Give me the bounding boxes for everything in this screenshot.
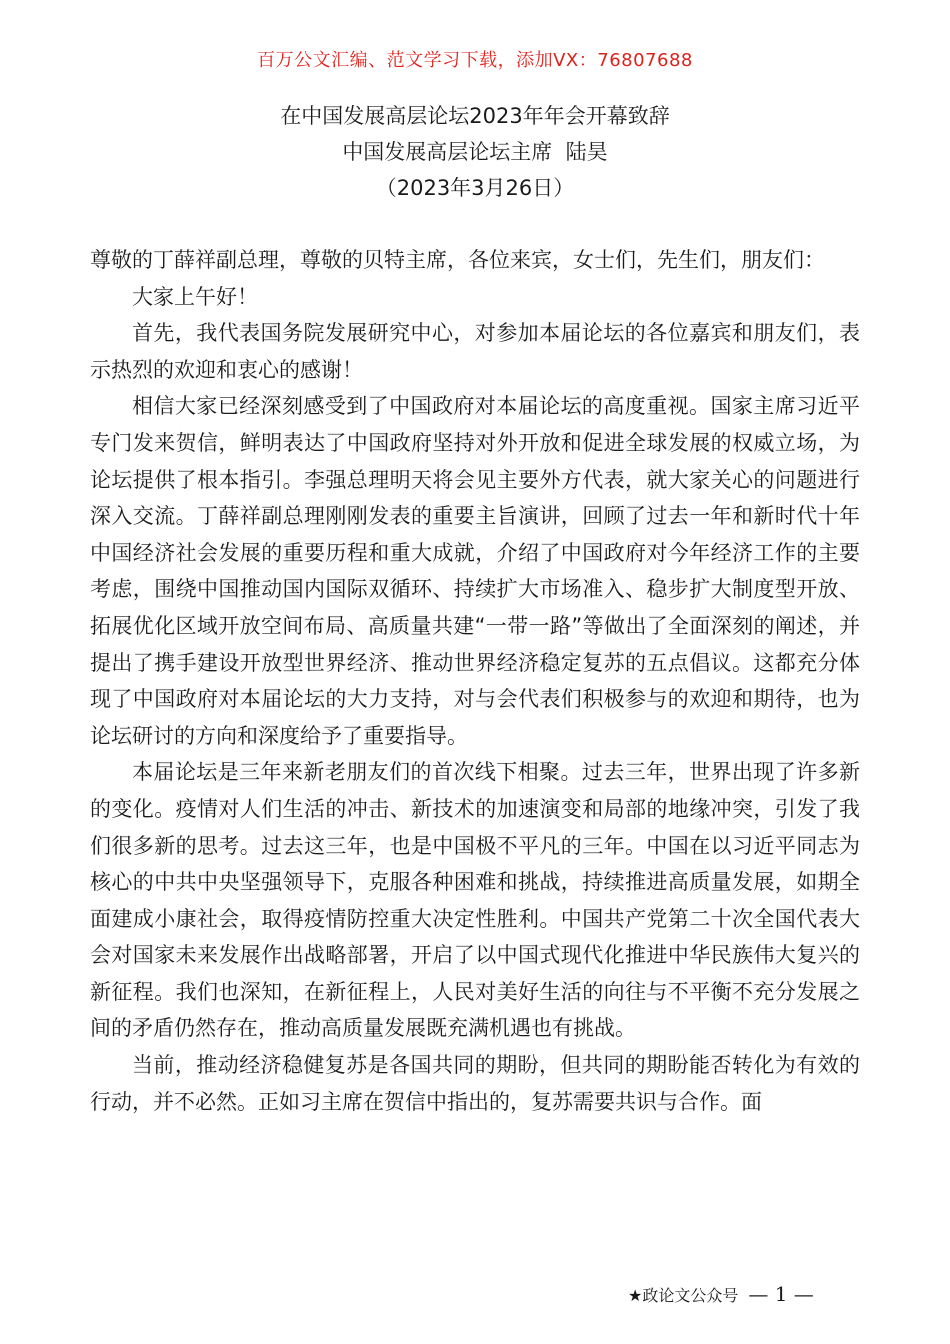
watermark-banner: 百万公文汇编、范文学习下载，添加VX：76807688 [257, 50, 693, 71]
page-number: — 1 — [748, 1282, 814, 1306]
speech-heading [0, 98, 950, 206]
salutation-paragraph: 尊敬的丁薛祥副总理，尊敬的贝特主席，各位来宾，女士们，先生们，朋友们： [90, 248, 825, 272]
greeting-paragraph: 大家上午好！ [132, 284, 258, 309]
speaker-line: 中国发展高层论坛主席 陆昊 [342, 140, 608, 164]
body-paragraph: 本届论坛是三年来新老朋友们的首次线下相聚。过去三年，世界出现了许多新的变化。疫情对人们生活的冲击、新技术的加速演变和局部的地缘冲突，引发了我们很多新的思考。过去这三年，也是中国极不平凡的三年。中国在以习近平同志为核心的中共中央坚强领导下，克服各种困难和挑战，持续推进高质量发展，如期全面建成小康社会，取得疫情防控重大决定性胜利。中国共产党第二十次全国代表大会对国家未来发展作出战略部署，开启了以中国式现代化推进中华民族伟大复兴的新征程。我们也深知，在新征程上，人民对美好生活的向往与不平衡不充分发展之间的矛盾仍然存在，推动高质量发展既充满机遇也有挑战。 [90, 760, 860, 1041]
page-footer [628, 1282, 814, 1306]
body-paragraph: 相信大家已经深刻感受到了中国政府对本届论坛的高度重视。国家主席习近平专门发来贺信，鲜明表达了中国政府坚持对外开放和促进全球发展的权威立场，为论坛提供了根本指引。李强总理明天将会见主要外方代表，就大家关心的问题进行深入交流。丁薛祥副总理刚刚发表的重要主旨演讲，回顾了过去一年和新时代十年中国经济社会发展的重要历程和重大成就，介绍了中国政府对今年经济工作的主要考虑，围绕中国推动国内国际双循环、持续扩大市场准入、稳步扩大制度型开放、拓展优化区域开放空间布局、高质量共建“一带一路”等做出了全面深刻的阐述，并提出了携手建设开放型世界经济、推动世界经济稳定复苏的五点倡议。这都充分体现了中国政府对本届论坛的大力支持，对与会代表们积极参与的欢迎和期待，也为论坛研讨的方向和深度给予了重要指导。 [90, 394, 860, 748]
footer-source: ★政论文公众号 [628, 1286, 739, 1305]
body-paragraph: 首先，我代表国务院发展研究中心，对参加本届论坛的各位嘉宾和朋友们，表示热烈的欢迎和衷心的感谢！ [90, 321, 860, 382]
speech-body [90, 242, 860, 1120]
speech-title: 在中国发展高层论坛2023年年会开幕致辞 [280, 104, 670, 128]
body-paragraph: 当前，推动经济稳健复苏是各国共同的期盼，但共同的期盼能否转化为有效的行动，并不必然。正如习主席在贺信中指出的，复苏需要共识与合作。面 [90, 1053, 860, 1114]
speech-date: （2023年3月26日） [375, 176, 575, 200]
